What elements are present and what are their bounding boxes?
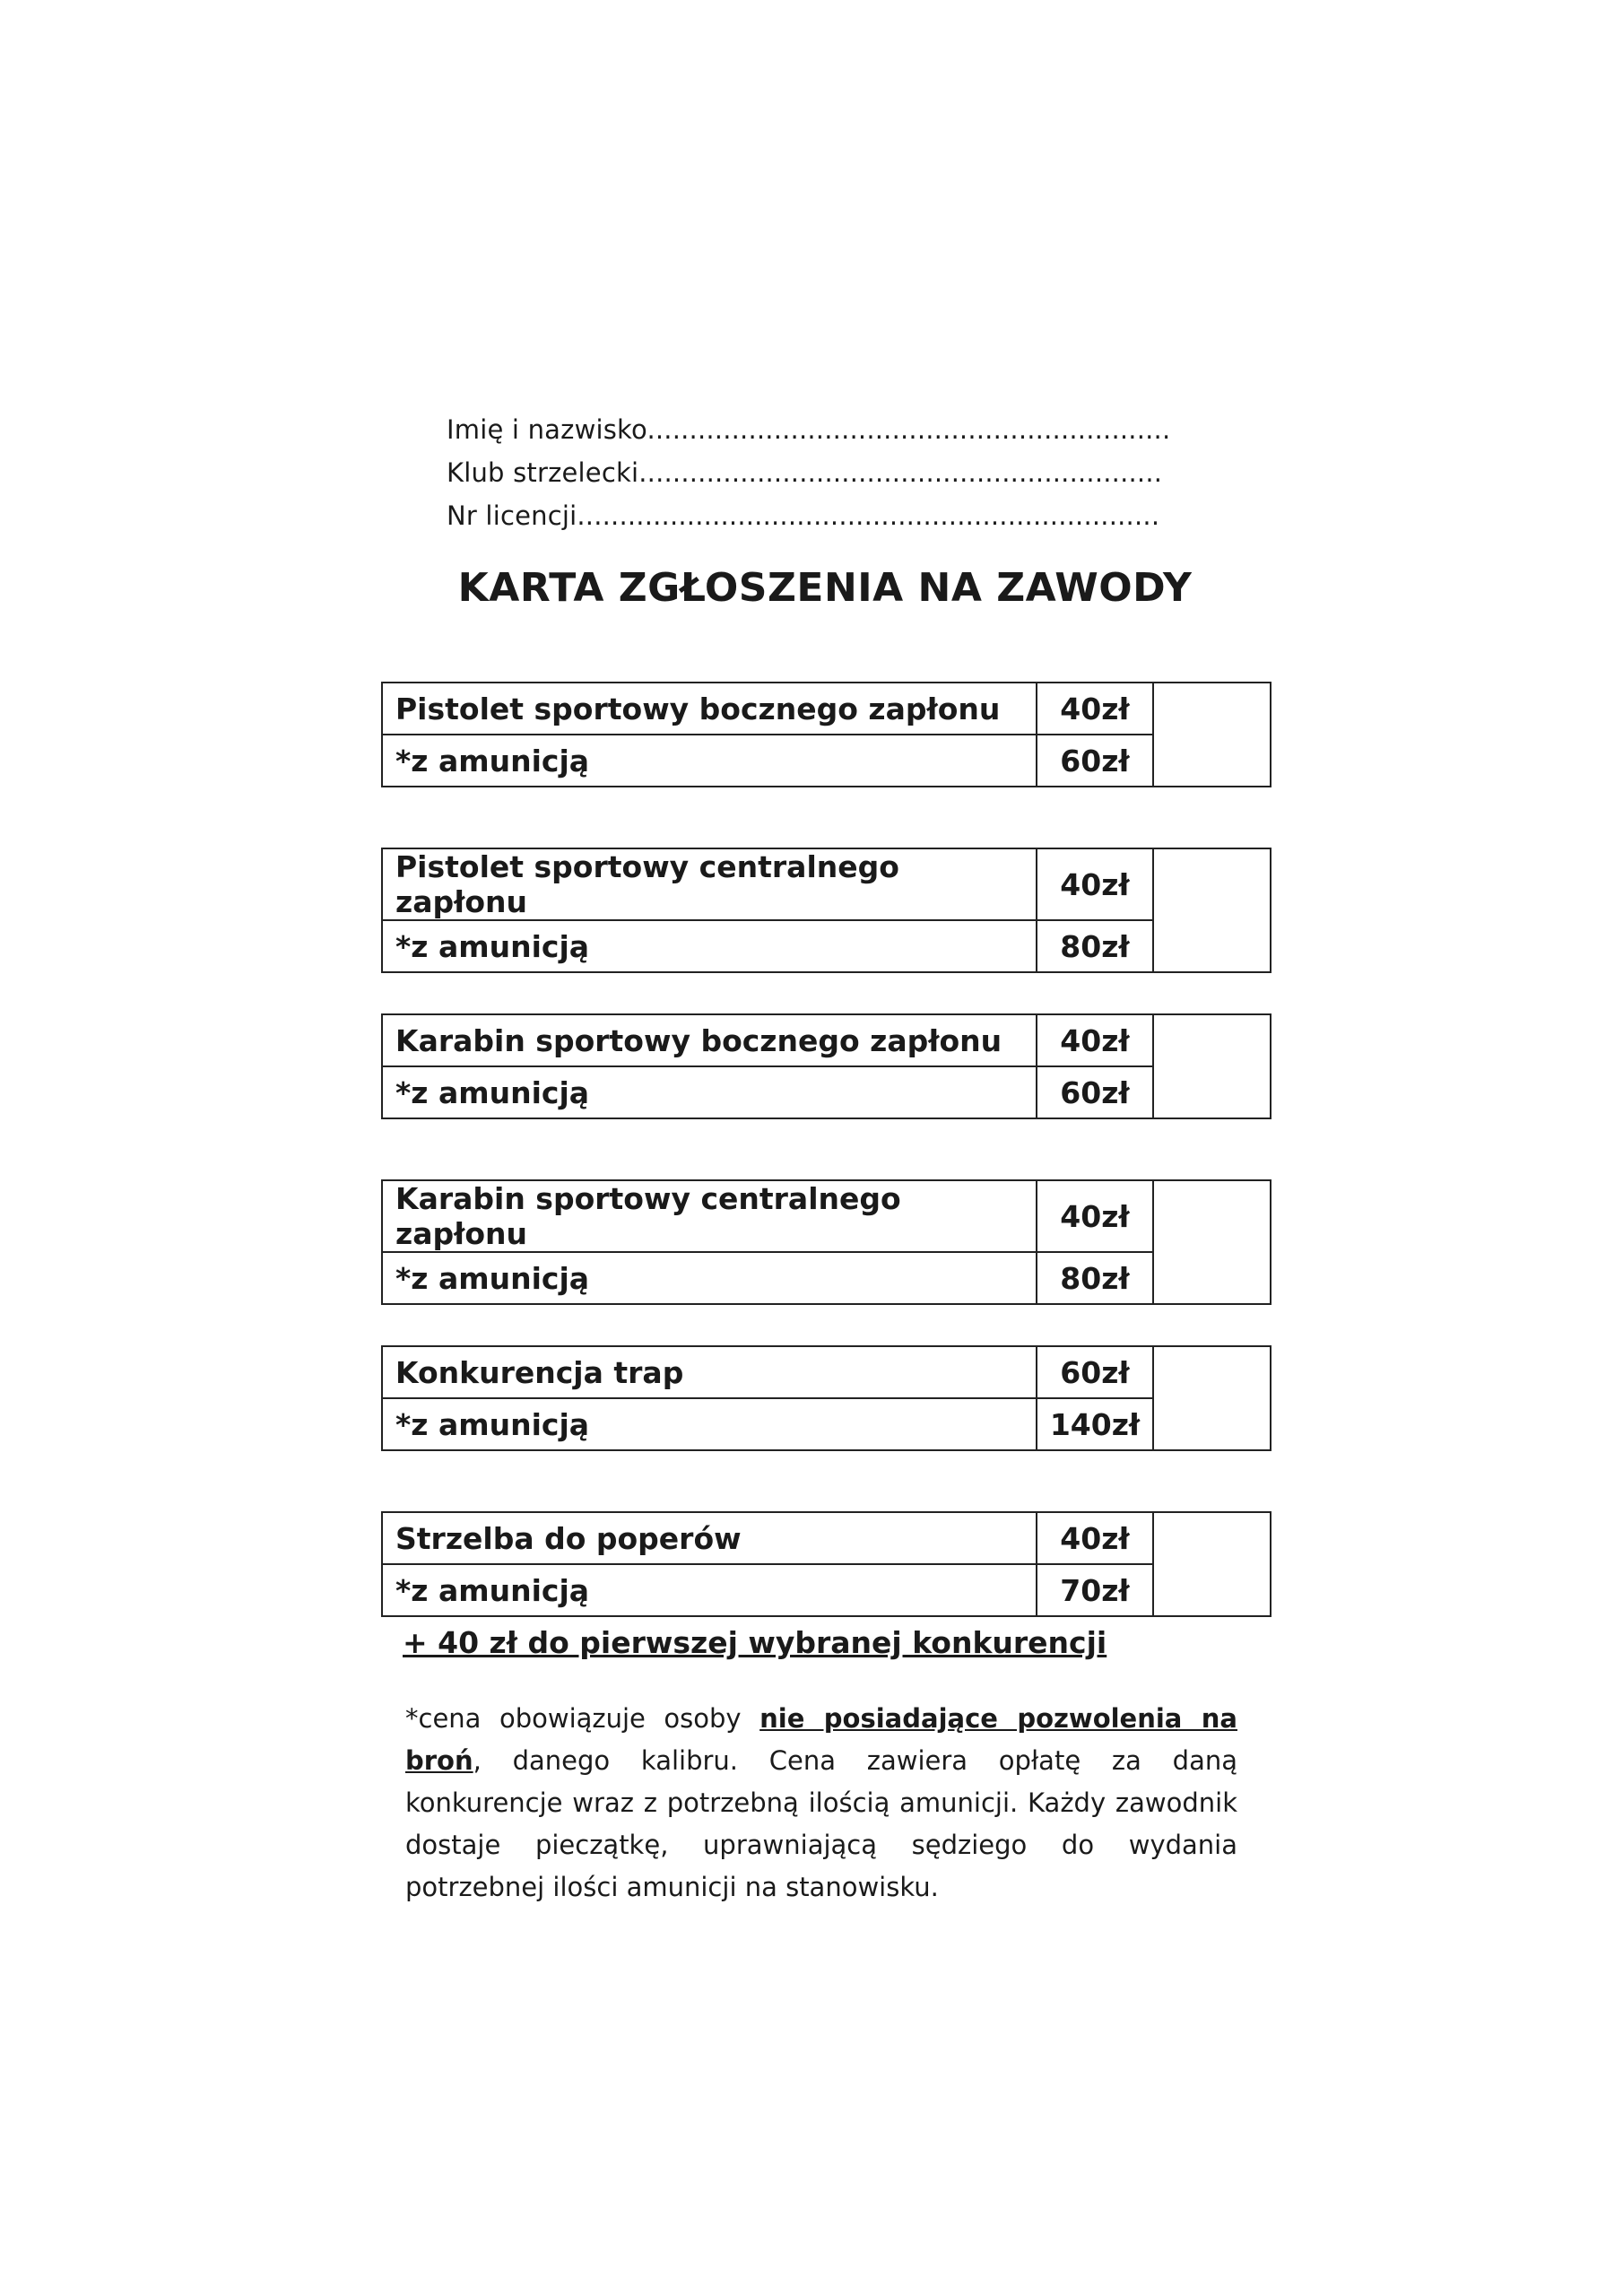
- event-price: 40zł: [1037, 1180, 1153, 1252]
- selection-box[interactable]: [1153, 683, 1271, 787]
- event-name: Strzelba do poperów: [382, 1512, 1037, 1564]
- ammo-price: 80zł: [1037, 1252, 1153, 1304]
- note-text-start: *cena obowiązuje osoby: [405, 1703, 760, 1734]
- extra-fee-note: + 40 zł do pierwszej wybranej konkurencji: [403, 1625, 1107, 1660]
- ammo-label: *z amunicją: [382, 1066, 1037, 1118]
- event-name: Karabin sportowy bocznego zapłonu: [382, 1014, 1037, 1066]
- ammo-label: *z amunicją: [382, 735, 1037, 787]
- page-title: KARTA ZGŁOSZENIA NA ZAWODY: [457, 565, 1193, 611]
- ammo-label: *z amunicją: [382, 920, 1037, 972]
- event-price: 60zł: [1037, 1346, 1153, 1398]
- ammo-price: 70zł: [1037, 1564, 1153, 1616]
- event-price: 40zł: [1037, 1014, 1153, 1066]
- event-price: 40zł: [1037, 1512, 1153, 1564]
- ammo-price: 80zł: [1037, 920, 1153, 972]
- note-underlined-text: nie posiadające pozwolenia na broń: [405, 1703, 1237, 1776]
- note-text-end: , danego kalibru. Cena zawiera opłatę za daną konkurencje wraz z potrzebną ilością amunicji. Każdy zawodnik dostaje pieczątkę, uprawniającą sędziego do wydania potrzebnej ilości amunicji na stanowisku.: [405, 1745, 1237, 1902]
- event-table-5: [381, 1345, 1271, 1451]
- selection-box[interactable]: [1153, 1014, 1271, 1118]
- ammo-label: *z amunicją: [382, 1252, 1037, 1304]
- license-field: Nr licencji.....................................................................: [447, 500, 1160, 531]
- ammo-label: *z amunicją: [382, 1398, 1037, 1450]
- event-table-1: [381, 682, 1271, 787]
- event-table-4: [381, 1179, 1271, 1305]
- event-name: Pistolet sportowy centralnego zapłonu: [382, 848, 1037, 920]
- ammo-price: 60zł: [1037, 735, 1153, 787]
- event-name: Konkurencja trap: [382, 1346, 1037, 1398]
- price-note: [405, 1698, 1237, 1909]
- event-table-6: [381, 1511, 1271, 1617]
- selection-box[interactable]: [1153, 1346, 1271, 1450]
- event-price: 40zł: [1037, 848, 1153, 920]
- event-name: Karabin sportowy centralnego zapłonu: [382, 1180, 1037, 1252]
- event-price: 40zł: [1037, 683, 1153, 735]
- event-table-3: [381, 1013, 1271, 1119]
- ammo-price: 140zł: [1037, 1398, 1153, 1450]
- name-field: Imię i nazwisko..............................................................: [447, 414, 1171, 445]
- selection-box[interactable]: [1153, 1180, 1271, 1304]
- selection-box[interactable]: [1153, 1512, 1271, 1616]
- event-name: Pistolet sportowy bocznego zapłonu: [382, 683, 1037, 735]
- ammo-label: *z amunicją: [382, 1564, 1037, 1616]
- event-table-2: [381, 848, 1271, 973]
- ammo-price: 60zł: [1037, 1066, 1153, 1118]
- selection-box[interactable]: [1153, 848, 1271, 972]
- club-field: Klub strzelecki..............................................................: [447, 457, 1163, 488]
